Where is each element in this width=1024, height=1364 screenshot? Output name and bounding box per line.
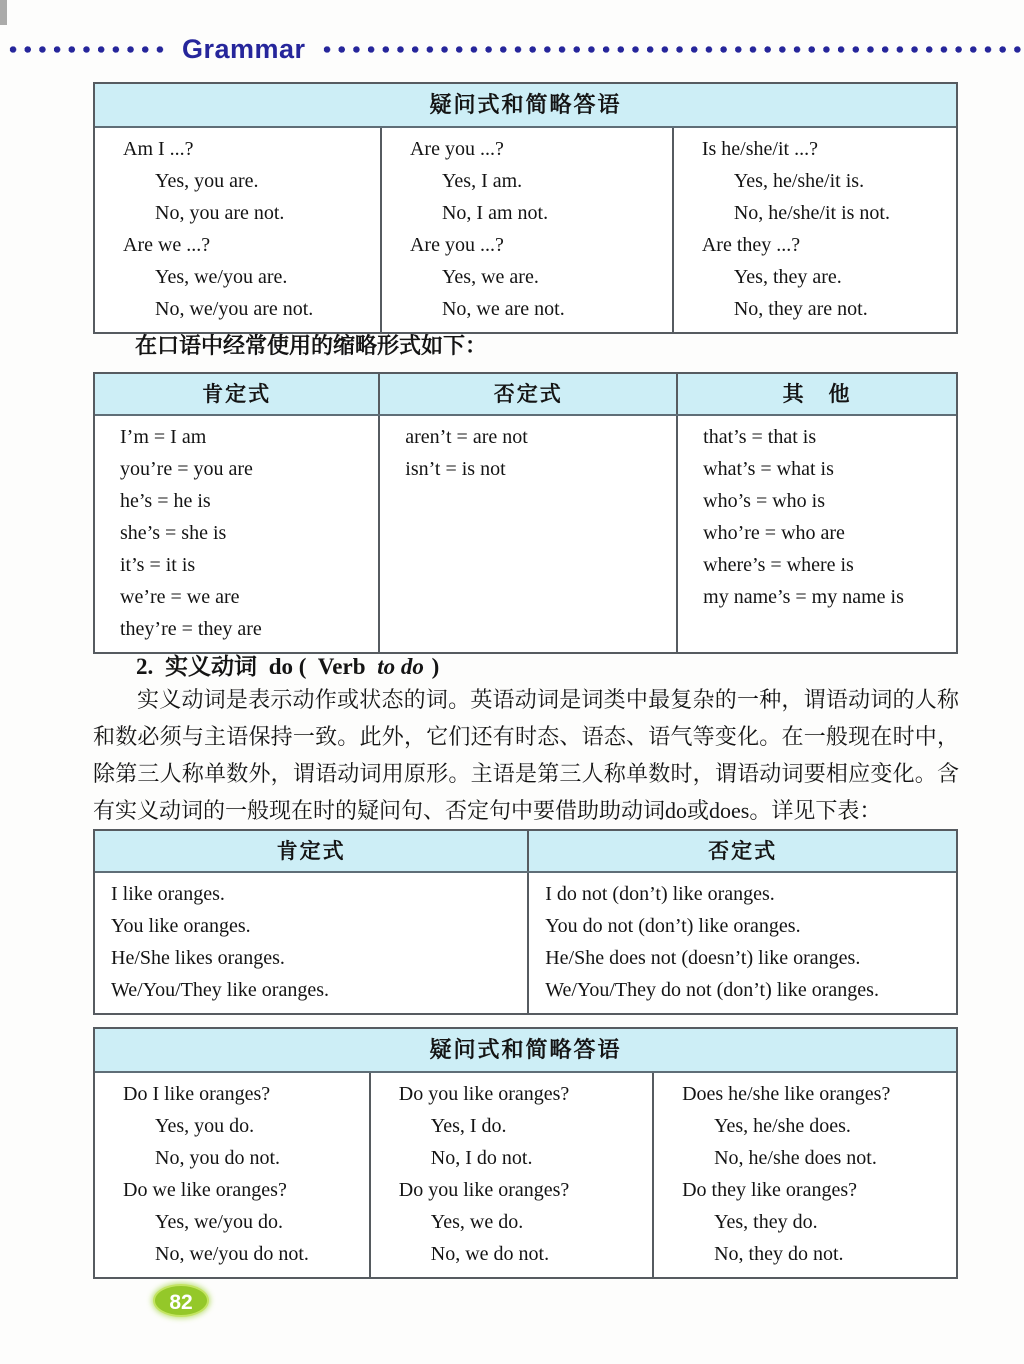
table-cell: who’re = who are [703,522,845,544]
table-cell: Yes, I do. [430,1115,507,1137]
table-column [527,873,956,1013]
table-cell: No, he/she does not. [714,1147,877,1169]
table-cell: Are you ...? [409,234,504,256]
table-cell: Are they ...? [701,234,801,256]
table-column [676,416,956,652]
table-cell: No, I am not. [441,202,549,224]
table-cell: Yes, they do. [714,1211,818,1233]
table-cell: that’s = that is [703,426,817,448]
column-header: 否定式 [527,831,956,871]
table-cell: He/She likes oranges. [111,947,285,969]
table-header-row [95,831,956,873]
table-cell: You like oranges. [111,915,251,937]
table-cell: No, he/she/it is not. [733,202,890,224]
table-cell: what’s = what is [703,458,834,480]
table-cell: No, we/you are not. [155,298,314,320]
section-heading [136,648,439,681]
table-cell: Am I ...? [123,138,194,160]
table-column [95,416,378,652]
dotted-rule-right [320,45,1024,54]
section-heading-en: do ( [268,654,307,679]
table-title: 疑问式和简略答语 [95,1029,956,1073]
table-cell: No, we are not. [441,298,565,320]
column-header: 肯定式 [202,382,272,406]
table-cell: I do not (don’t) like oranges. [545,883,775,905]
intro-sentence: 在口语中经常使用的缩略形式如下： [135,333,488,358]
table-cell: Do you like oranges? [398,1179,570,1201]
table-cell: Do you like oranges? [398,1083,570,1105]
page-header [0,35,1024,63]
page-title: Grammar [182,33,306,64]
table-cell: No, they are not. [733,298,868,320]
table-cell: You do not (don’t) like oranges. [545,915,801,937]
table-cell: I’m = I am [120,426,207,448]
table-cell: Yes, we/you do. [155,1211,283,1233]
table-do-statements [93,829,958,1015]
table-contractions [93,372,958,654]
table-cell: you’re = you are [120,458,253,480]
section-heading-todo: to do [377,654,424,679]
table-cell: my name’s = my name is [703,586,904,608]
table-cell: We/You/They like oranges. [111,979,329,1001]
table-column [95,128,380,332]
table-cell: No, I do not. [430,1147,533,1169]
table-column [95,873,527,1013]
table-cell: Yes, we/you are. [155,266,288,288]
section-number: 2. [136,654,154,679]
scan-artifact [0,0,7,25]
section-heading-verb: Verb [317,654,366,679]
table-title: 疑问式和简略答语 [95,84,956,128]
table-cell: he’s = he is [120,490,211,512]
column-header: 其 他 [676,374,956,414]
table-cell: Yes, they are. [733,266,842,288]
table-cell: Yes, you are. [155,170,259,192]
table-column [380,128,672,332]
table-cell: Yes, we are. [441,266,539,288]
table-cell: Are we ...? [123,234,211,256]
table-cell: Do I like oranges? [123,1083,271,1105]
table-cell: Are you ...? [409,138,504,160]
section-heading-close: ) [431,654,440,679]
table-cell: aren’t = are not [405,426,528,448]
column-header: 肯定式 [276,839,346,863]
table-cell: No, we do not. [430,1243,550,1265]
dotted-rule-left [6,45,166,54]
section-paragraph: 实义动词是表示动作或状态的词。英语动词是词类中最复杂的一种，谓语动词的人称和数必须与主语保持一致。此外，它们还有时态、语态、语气等变化。在一般现在时中，除第三人称单数外，谓语动词用原形。主语是第三人称单数时，谓语动词要相应变化。含有实义动词的一般现在时的疑问句、否定句中要借助助动词do或does。详见下表： [93,687,959,823]
table-cell: we’re = we are [120,586,240,608]
table-cell: who’s = who is [703,490,826,512]
table-cell: No, we/you do not. [155,1243,309,1265]
table-be-questions [93,82,958,334]
table-cell: We/You/They do not (don’t) like oranges. [545,979,879,1001]
table-cell: I like oranges. [111,883,225,905]
table-cell: where’s = where is [703,554,854,576]
page-number-badge: 82 [153,1284,209,1317]
table-cell: He/She does not (doesn’t) like oranges. [545,947,861,969]
table-cell: Yes, he/she does. [714,1115,851,1137]
table-cell: isn’t = is not [405,458,506,480]
table-column [652,1073,956,1277]
table-cell: Do they like oranges? [682,1179,858,1201]
table-cell: Yes, he/she/it is. [733,170,865,192]
table-cell: No, they do not. [714,1243,844,1265]
table-column [378,416,676,652]
table-do-questions [93,1027,958,1279]
table-cell: it’s = it is [120,554,196,576]
table-cell: Yes, I am. [441,170,523,192]
table-cell: Yes, you do. [155,1115,255,1137]
table-column [672,128,956,332]
table-column [369,1073,652,1277]
column-header: 否定式 [378,374,676,414]
table-cell: Do we like oranges? [123,1179,287,1201]
table-column [95,1073,369,1277]
table-cell: No, you do not. [155,1147,280,1169]
table-cell: she’s = she is [120,522,227,544]
table-cell: they’re = they are [120,618,262,640]
table-cell: Does he/she like oranges? [682,1083,891,1105]
table-cell: No, you are not. [155,202,285,224]
table-cell: Yes, we do. [430,1211,524,1233]
section-heading-cn: 实义动词 [165,654,257,679]
table-cell: Is he/she/it ...? [701,138,818,160]
table-header-row [95,374,956,416]
